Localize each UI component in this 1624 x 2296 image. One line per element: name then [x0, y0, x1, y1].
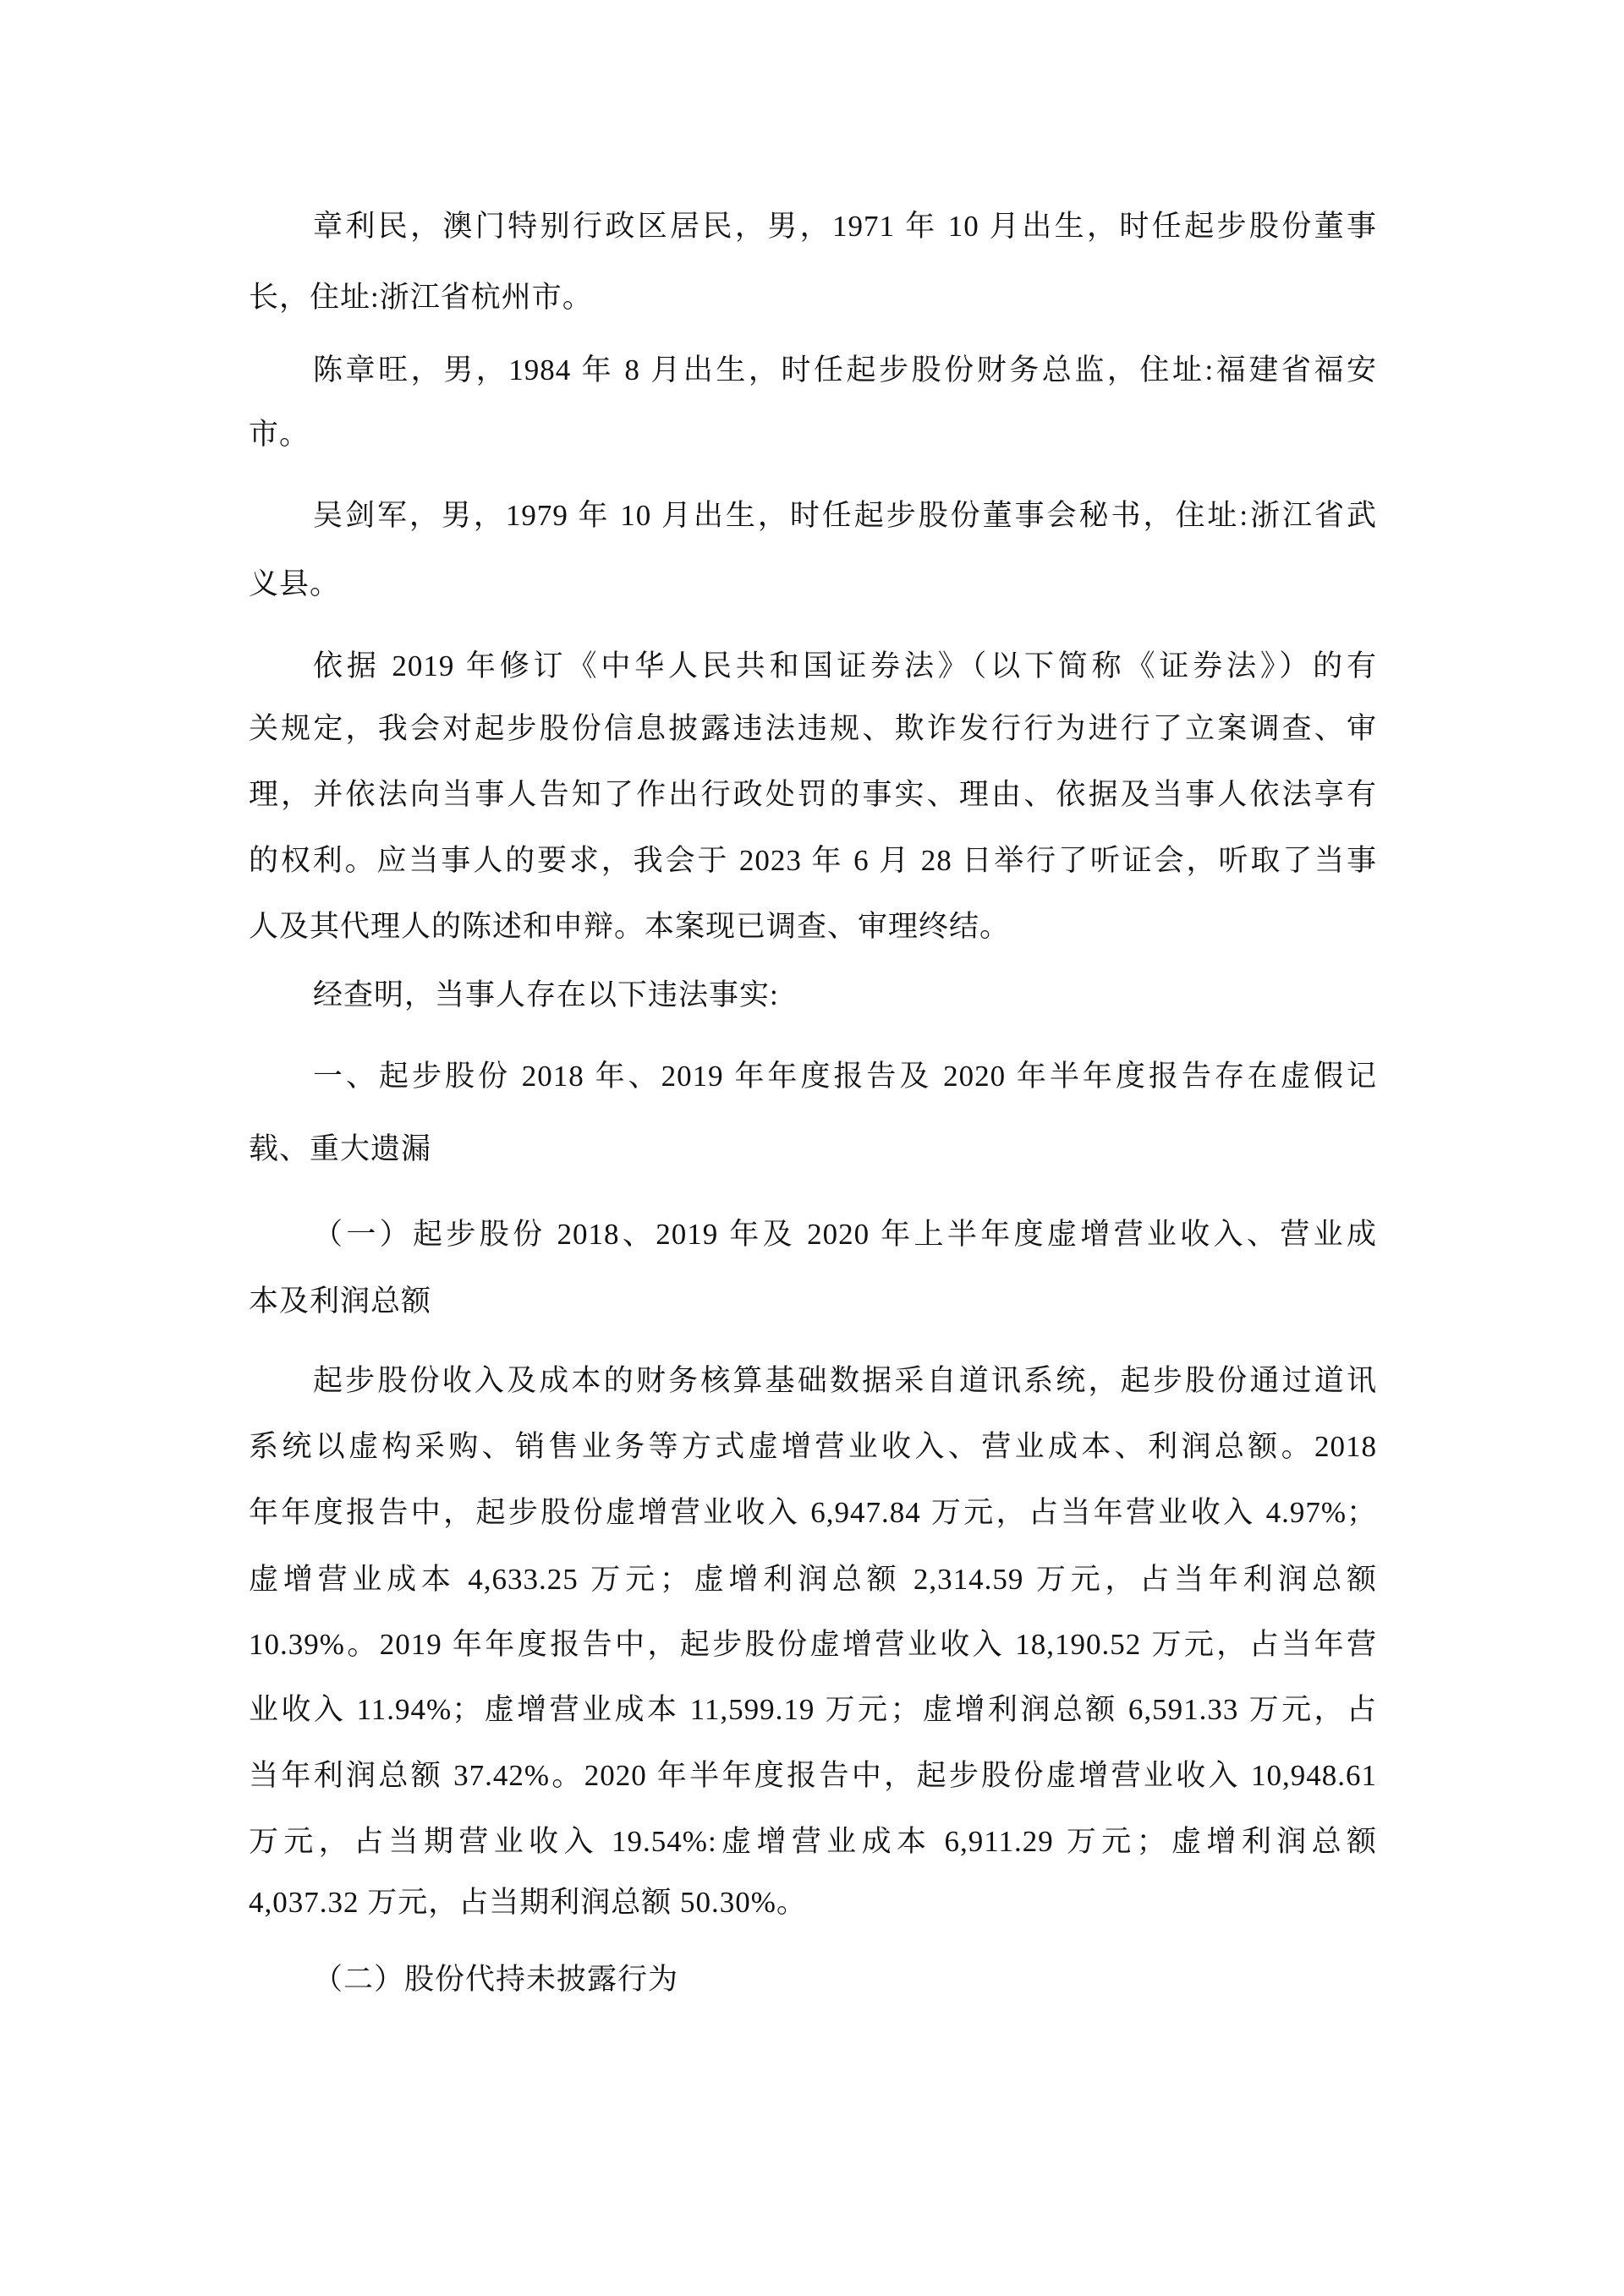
- paragraph-findings-intro: 经查明，当事人存在以下违法事实:: [313, 978, 779, 1011]
- paragraph-chen-zhangwang-line-2: 市。: [249, 418, 310, 451]
- subsection-1-body-line-5: 10.39%。2019 年年度报告中，起步股份虚增营业收入 18,190.52 万元，占当年营: [249, 1628, 1377, 1661]
- paragraph-zhang-limin-line-2: 长，住址:浙江省杭州市。: [249, 281, 593, 314]
- subsection-1-body-line-9: 4,037.32 万元，占当期利润总额 50.30%。: [249, 1886, 807, 1919]
- subsection-1-body-line-6: 业收入 11.94%；虚增营业成本 11,599.19 万元；虚增利润总额 6,591.33 万元，占: [249, 1693, 1377, 1726]
- paragraph-legal-basis-line-2: 关规定，我会对起步股份信息披露违法违规、欺诈发行行为进行了立案调查、审: [249, 712, 1377, 745]
- paragraph-legal-basis-line-5: 人及其代理人的陈述和申辩。本案现已调查、审理终结。: [249, 910, 1011, 943]
- subsection-1-body-line-3: 年年度报告中，起步股份虚增营业收入 6,947.84 万元，占当年营业收入 4.97%；: [249, 1496, 1377, 1529]
- paragraph-legal-basis-line-1: 依据 2019 年修订《中华人民共和国证券法》（以下简称《证券法》）的有: [313, 649, 1377, 682]
- subsection-1-body-line-2: 系统以虚构采购、销售业务等方式虚增营业收入、营业成本、利润总额。2018: [249, 1430, 1377, 1463]
- subsection-2-heading: （二）股份代持未披露行为: [313, 1963, 679, 1996]
- paragraph-wu-jianjun-line-1: 吴剑军，男，1979 年 10 月出生，时任起步股份董事会秘书，住址:浙江省武: [313, 499, 1377, 532]
- paragraph-wu-jianjun-line-2: 义县。: [249, 567, 341, 600]
- subsection-1-body-line-1: 起步股份收入及成本的财务核算基础数据采自道讯系统，起步股份通过道讯: [313, 1364, 1377, 1397]
- section-1-heading-line-1: 一、起步股份 2018 年、2019 年年度报告及 2020 年半年度报告存在虚假记: [313, 1060, 1377, 1093]
- subsection-1-heading-line-2: 本及利润总额: [249, 1285, 432, 1318]
- paragraph-legal-basis-line-3: 理，并依法向当事人告知了作出行政处罚的事实、理由、依据及当事人依法享有: [249, 778, 1377, 811]
- paragraph-zhang-limin-line-1: 章利民，澳门特别行政区居民，男，1971 年 10 月出生，时任起步股份董事: [313, 210, 1377, 243]
- paragraph-legal-basis-line-4: 的权利。应当事人的要求，我会于 2023 年 6 月 28 日举行了听证会，听取了当事: [249, 844, 1377, 877]
- subsection-1-heading-line-1: （一）起步股份 2018、2019 年及 2020 年上半年度虚增营业收入、营业成: [313, 1218, 1377, 1251]
- subsection-1-body-line-7: 当年利润总额 37.42%。2020 年半年度报告中，起步股份虚增营业收入 10,948.61: [249, 1759, 1377, 1792]
- subsection-1-body-line-8: 万元，占当期营业收入 19.54%:虚增营业成本 6,911.29 万元；虚增利润总额: [249, 1825, 1377, 1858]
- subsection-1-body-line-4: 虚增营业成本 4,633.25 万元；虚增利润总额 2,314.59 万元，占当年利润总额: [249, 1563, 1377, 1596]
- section-1-heading-line-2: 载、重大遗漏: [249, 1132, 432, 1165]
- paragraph-chen-zhangwang-line-1: 陈章旺，男，1984 年 8 月出生，时任起步股份财务总监，住址:福建省福安: [313, 353, 1377, 386]
